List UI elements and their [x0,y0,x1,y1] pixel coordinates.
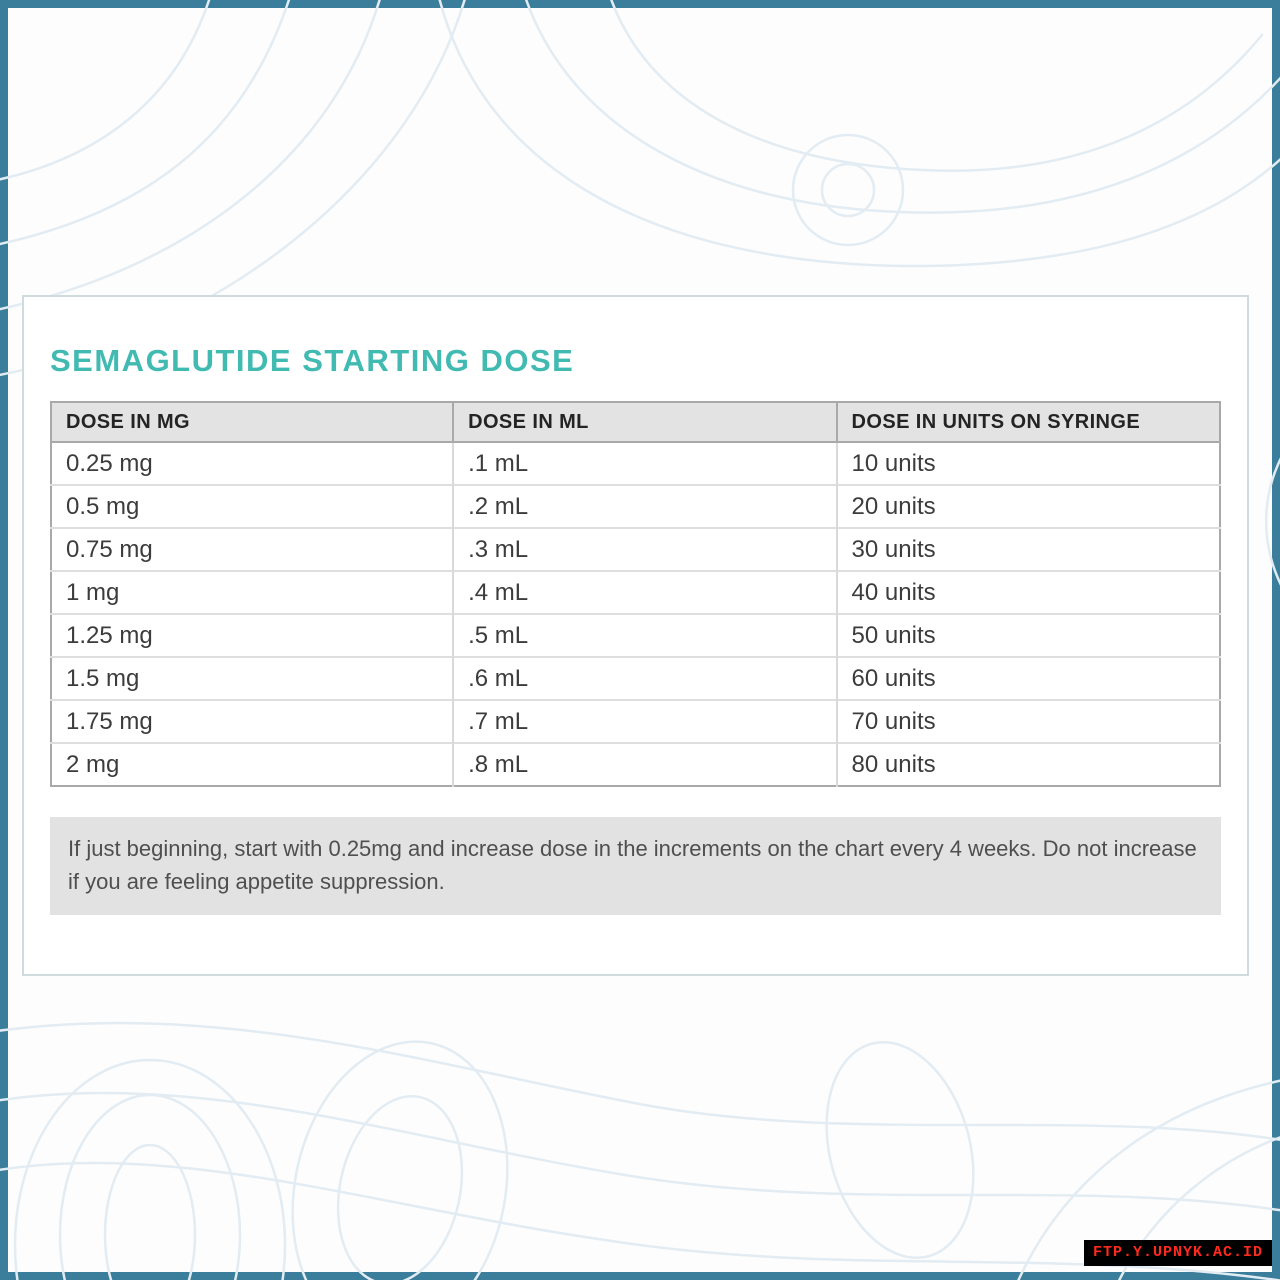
table-cell-mg: 0.75 mg [51,528,453,571]
table-cell-ml: .8 mL [453,743,836,786]
page-title: SEMAGLUTIDE STARTING DOSE [50,343,575,378]
watermark: FTP.Y.UPNYK.AC.ID [1084,1240,1272,1266]
table-cell-units: 20 units [837,485,1220,528]
table-cell-mg: 1 mg [51,571,453,614]
table-cell-mg: 1.75 mg [51,700,453,743]
table-cell-ml: .3 mL [453,528,836,571]
table-cell-units: 10 units [837,442,1220,485]
table-cell-ml: .5 mL [453,614,836,657]
table-row [51,700,1220,743]
table-cell-mg: 0.25 mg [51,442,453,485]
table-cell-mg: 0.5 mg [51,485,453,528]
table-cell-mg: 2 mg [51,743,453,786]
table-cell-units: 70 units [837,700,1220,743]
table-header-row [51,402,1220,442]
table-cell-mg: 1.5 mg [51,657,453,700]
table-cell-units: 60 units [837,657,1220,700]
dose-chart-card [22,295,1249,976]
dose-table-body [51,442,1220,786]
table-row [51,614,1220,657]
table-row [51,657,1220,700]
table-cell-units: 50 units [837,614,1220,657]
table-cell-mg: 1.25 mg [51,614,453,657]
dosing-note: If just beginning, start with 0.25mg and increase dose in the increments on the chart every 4 weeks. Do not increase if you are feeling appetite suppression. [50,817,1221,915]
column-header-dose-mg: DOSE IN MG [51,402,453,442]
table-cell-ml: .1 mL [453,442,836,485]
column-header-dose-units: DOSE IN UNITS ON SYRINGE [837,402,1220,442]
table-cell-ml: .6 mL [453,657,836,700]
dose-table [50,401,1221,787]
table-cell-ml: .7 mL [453,700,836,743]
table-cell-ml: .2 mL [453,485,836,528]
table-cell-units: 30 units [837,528,1220,571]
table-cell-ml: .4 mL [453,571,836,614]
table-row [51,743,1220,786]
table-row [51,442,1220,485]
table-cell-units: 80 units [837,743,1220,786]
table-row [51,571,1220,614]
table-row [51,528,1220,571]
table-row [51,485,1220,528]
table-cell-units: 40 units [837,571,1220,614]
column-header-dose-ml: DOSE IN ML [453,402,836,442]
dose-table-header [51,402,1220,442]
